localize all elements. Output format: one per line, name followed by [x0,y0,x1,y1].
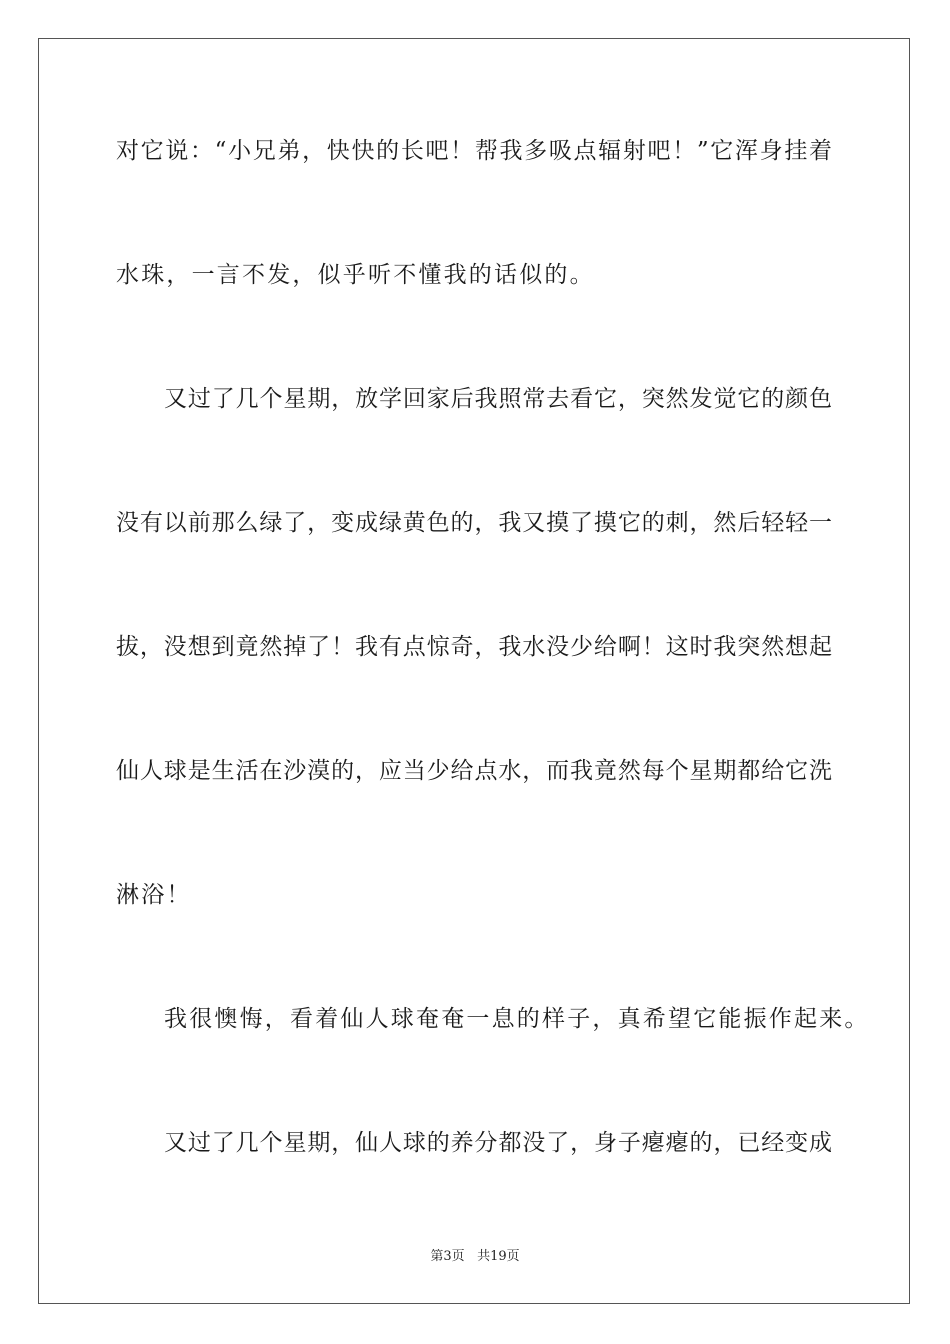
text-line-2: 水珠，一言不发，似乎听不懂我的话似的。 [116,262,595,288]
text-line-8: 我很懊悔，看着仙人球奄奄一息的样子，真希望它能振作起来。 [164,1006,870,1032]
page-total: 共19页 [477,1249,520,1264]
text-line-7: 淋浴！ [116,882,192,908]
page-frame [38,38,910,1304]
text-line-4: 没有以前那么绿了，变成绿黄色的，我又摸了摸它的刺，然后轻轻一 [116,510,832,536]
text-line-3: 又过了几个星期，放学回家后我照常去看它，突然发觉它的颜色 [164,386,832,412]
text-line-6: 仙人球是生活在沙漠的，应当少给点水，而我竟然每个星期都给它洗 [116,758,832,784]
text-line-9: 又过了几个星期，仙人球的养分都没了，身子瘪瘪的，已经变成 [164,1130,832,1156]
page-footer [0,1248,950,1266]
page-number: 第3页 [430,1249,465,1264]
text-line-1: 对它说：“小兄弟，快快的长吧！帮我多吸点辐射吧！”它浑身挂着 [116,138,832,164]
text-line-5: 拔，没想到竟然掉了！我有点惊奇，我水没少给啊！这时我突然想起 [116,634,832,660]
